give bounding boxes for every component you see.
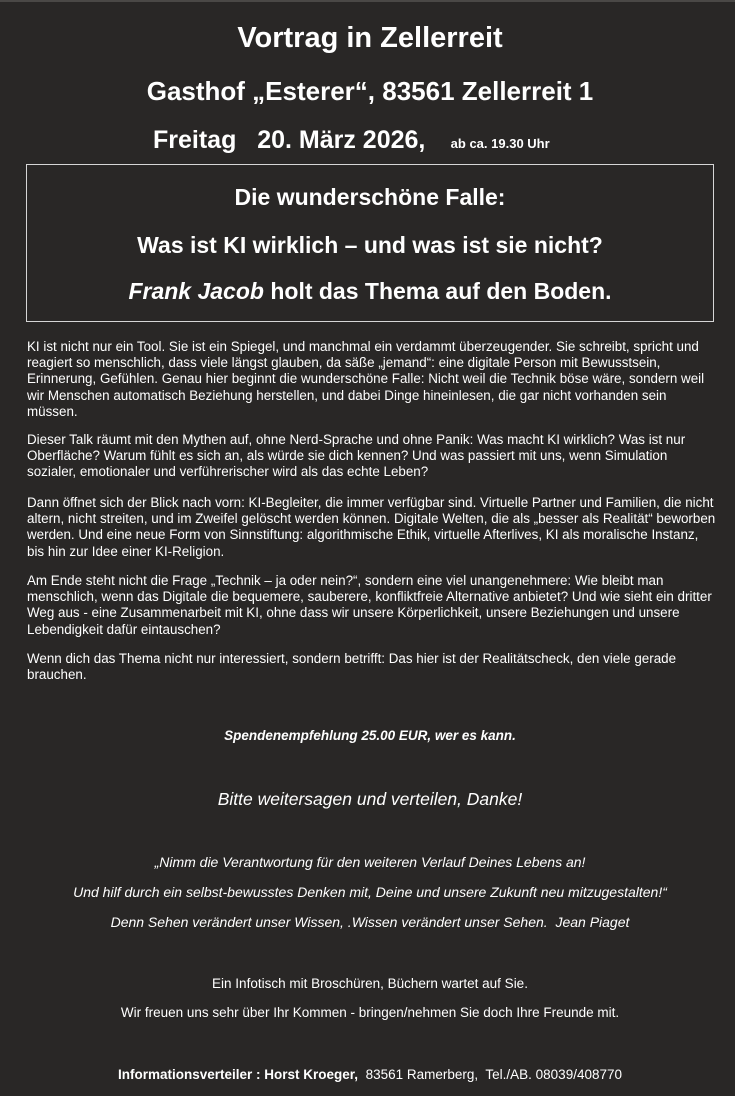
donation-note: Spendenempfehlung 25.00 EUR, wer es kann.	[224, 728, 516, 743]
speaker-name: Frank Jacob	[128, 278, 264, 304]
headline-line-3	[27, 278, 713, 305]
quote-line-1: „Nimm die Verantwortung für den weiteren Verlauf Deines Lebens an!	[154, 854, 586, 870]
paragraph: Am Ende steht nicht die Frage „Technik – ja oder nein?“, sondern eine viel unangenehmere: Wie bleibt man menschlich, wenn das Digitale die bequemere, sauberere, konfliktfreie Alternative anbietet? Und wie sieht ein dritter Weg aus - eine Zusammenarbeit mit KI, ohne dass wir unsere Körperlichkeit, unsere Beziehungen und unsere Lebendigkeit dafür eintauschen?	[27, 573, 712, 637]
quote-line-3: Denn Sehen verändert unser Wissen, .Wissen verändert unser Sehen. Jean Piaget	[110, 914, 630, 930]
top-divider	[0, 0, 735, 2]
contact-details: 83561 Ramerberg, Tel./AB. 08039/408770	[358, 1067, 622, 1082]
headline-line-2: Was ist KI wirklich – und was ist sie nicht?	[137, 232, 603, 258]
event-time: ab ca. 19.30 Uhr	[450, 136, 550, 151]
headline-line-1: Die wunderschöne Falle:	[234, 184, 506, 210]
contact-label: Informationsverteiler : Horst Kroeger,	[118, 1067, 359, 1082]
headline-line-3-rest: holt das Thema auf den Boden.	[263, 278, 612, 304]
page-title: Vortrag in Zellerreit	[237, 22, 503, 54]
contact-info	[0, 1067, 735, 1082]
paragraph: Dieser Talk räumt mit den Mythen auf, ohne Nerd-Sprache und ohne Panik: Was macht KI wirklich? Was ist nur Oberfläche? Warum fühlt es sich an, als würde sie dich kennen? Und was passiert mit uns, wenn Simulation sozialer, emotionaler und verführerischer wird als das echte Leben?	[27, 432, 686, 480]
event-day: Freitag	[153, 126, 237, 154]
venue-address: Gasthof „Esterer“, 83561 Zellerreit 1	[146, 76, 594, 106]
paragraph: KI ist nicht nur ein Tool. Sie ist ein Spiegel, und manchmal ein verdammt überzeugender. Sie schreibt, spricht und reagiert so menschlich, dass viele längst glauben, da säße „jemand“: eine digitale Person mit Bewusstsein, Erinnerung, Gefühlen. Genau hier beginnt die wunderschöne Falle: Nicht weil die Technik böse wäre, sondern weil wir Menschen automatisch Beziehung herstellen, und dabei Dinge hineinlesen, die gar nicht vorhanden sein müssen.	[27, 339, 705, 419]
info-table-note: Ein Infotisch mit Broschüren, Büchern wartet auf Sie.	[212, 976, 528, 991]
headline-box	[26, 164, 714, 322]
share-request: Bitte weitersagen und verteilen, Danke!	[217, 789, 523, 809]
paragraph: Wenn dich das Thema nicht nur interessiert, sondern betrifft: Das hier ist der Realitätscheck, den viele gerade brauchen.	[27, 651, 677, 683]
paragraph: Dann öffnet sich der Blick nach vorn: KI-Begleiter, die immer verfügbar sind. Virtuelle Partner und Familien, die nicht altern, nicht streiten, und im Zweifel gelöscht werden können. Digitale Welten, die als „besser als Realität“ beworben werden. Und eine neue Form von Sinnstiftung: algorithmische Ethik, virtuelle Afterlives, KI als moralische Instanz, bis hin zur Idee einer KI-Religion.	[27, 495, 716, 559]
invitation-note: Wir freuen uns sehr über Ihr Kommen - bringen/nehmen Sie doch Ihre Freunde mit.	[120, 1005, 620, 1020]
quote-line-2: Und hilf durch ein selbst-bewusstes Denken mit, Deine und unsere Zukunft neu mitzugestalten!“	[73, 884, 667, 900]
event-date-line	[153, 126, 550, 155]
event-date: 20. März 2026,	[257, 126, 426, 154]
